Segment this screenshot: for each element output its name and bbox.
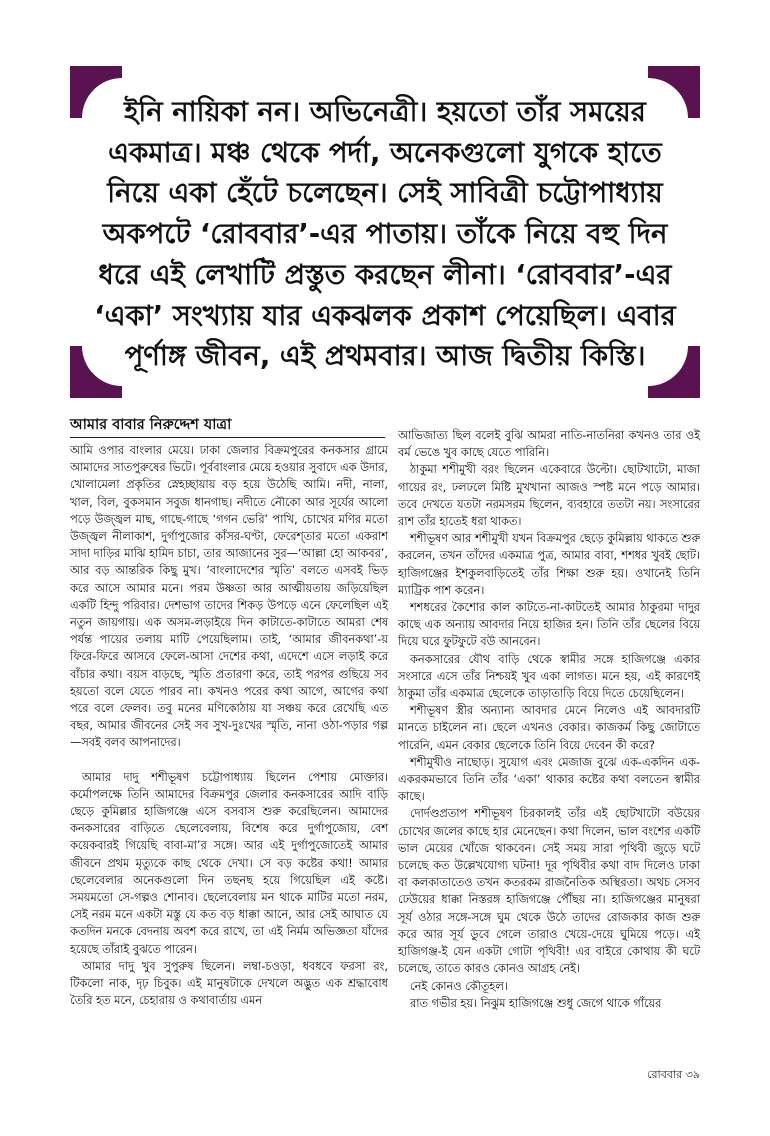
section-heading: আমার বাবার নিরুদ্দেশ যাত্রা [70,417,232,433]
article-column-left [70,442,388,1010]
pull-quote-text: ইনি নায়িকা নন। অভিনেত্রী। হয়তো তাঁর সময়ের একমাত্র। মঞ্চ থেকে পর্দা, অনেকগুলো যুগকে হাতে নিয়ে একা হেঁটে চলেছেন। সেই সাবিত্রী চট্টোপাধ্যায় অকপটে ‘রোববার’-এর পাতায়। তাঁকে নিয়ে বহু দিন ধরে এই লেখাটি প্রস্তুত করছেন লীনা। ‘রোববার’-এর ‘একা’ সংখ্যায় যার একঝলক প্রকাশ পেয়েছিল। এবার পূর্ণাঙ্গ জীবন, এই প্রথমবার। আজ দ্বিতীয় কিস্তি। [94,96,676,373]
paragraph: ঠাকুমা শশীমুখী বরং ছিলেন একেবারে উল্টো। ছোটখাটো, মাজা গায়ের রং, ঢলঢলে মিষ্টি মুখখানা আজও স্পষ্ট মনে পড়ে আমার। তবে দেখতে যতটা নরমসরম ছিলেন, ব্যবহারে ততটা নয়। সংসারের রাশ তাঁর হাতেই ধরা থাকত। [398,463,700,529]
paragraph: শশধরের কৈশোর কাল কাটতে-না-কাটতেই আমার ঠাকুরমা দাদুর কাছে এক অন্যায় আবদার নিয়ে হাজির হন। তিনি তাঁর ছেলের বিয়ে দিয়ে ঘরে ফুটফুটে বউ আনবেন। [398,601,700,649]
paragraph: আভিজাত্য ছিল বলেই বুঝি আমরা নাতি-নাতনিরা কখনও তার ওই বর্ম ভেঙে খুব কাছে যেতে পারিনি। [398,429,700,460]
paragraph: আমার দাদু শশীভূষণ চট্টোপাধ্যায় ছিলেন পেশায় মোক্তার। কর্মোপলক্ষে তিনি আমাদের বিক্রমপুর জেলার কনকসারের আদি বাড়ি ছেড়ে কুমিল্লার হাজিগঞ্জে এসে বসবাস শুরু করেছিলেন। আমাদের কনকসারের বাড়িতে ছেলেবেলায়, বিশেষ করে দুর্গাপুজোয়, বেশ কয়েকবারই গিয়েছি বাবা-মা’র সঙ্গে। আর এই দুর্গাপুজোতেই আমার জীবনে প্রথম মৃত্যুকে কাছ থেকে দেখা। সে বড় কষ্টের কথা! আমার ছেলেবেলার অনেকগুলো দিন তছনছ হয়ে গিয়েছিল এই কষ্টে। সময়মতো সে-গল্পও শোনাব। ছেলেবেলায় মন থাকে মাটির মতো নরম, সেই নরম মনে একটা মস্তু যে কত বড় ধাক্কা আনে, আর সেই আঘাত যে কতদিন মনকে বেদনায় অবশ করে রাখে, তা এই নির্মম অভিজ্ঞতা যাঁদের হয়েছে তাঁরাই বুঝতে পারেন। [70,770,388,956]
heading-rule [70,437,385,438]
paragraph: রাত গভীর হয়। নিঝুম হাজিগঞ্জে শুধু জেগে থাকে গাঁয়ের [410,996,662,1010]
paragraph: আমি ওপার বাংলার মেয়ে। ঢাকা জেলার বিক্রমপুরের কনকসার গ্রামে আমাদের সাতপুরুষের ভিটে। পূর্ববাংলার মেয়ে হওয়ার সুবাদে এক উদার, খোলামেলা প্রকৃতির স্নেহচ্ছায়ায় বড় হয়ে উঠেছি আমি। নদী, নালা, খাল, বিল, বুকসমান সবুজ ধানগাছ। নদীতে নৌকো আর সূর্যের আলো পড়ে উজ্জ্বল মাছ, গাছে-গাছে ‘গগন ভেরি’ পাখি, চোখের মণির মতো উজ্জ্বল নীলাকাশ, দুর্গাপুজোর কাঁসর-ঘণ্টা, ফেরেশ্‌তার মতো একরাশ সাদা দাড়ির মাঝি হামিদ চাচা, তার আজানের সুর—‘আল্লা হো আকবর’, আর বড় আন্তরিক কিছু মুখ। ‘বাংলাদেশের স্মৃতি’ বলতে এসবই ভিড় করে আসে আমার মনে। পরম উষ্ণতা আর আত্মীয়তায় জড়িয়েছিল একটি হিন্দু পরিবার। দেশভাগ তাদের শিকড় উপড়ে এনে ফেলেছিল এই নতুন জায়গায়। এক অসম-লড়াইয়ে দিন কাটাতে-কাটাতে আমরা শেষ পর্যন্ত পায়ের তলায় মাটি পেয়েছিলাম। তাই, ‘আমার জীবনকথা’-য় ফিরে-ফিরে আসবে ফেলে-আসা দেশের কথা, এদেশে এসে লড়াই করে বাঁচার কথা। বয়স বাড়ছে, স্মৃতি প্রতারণা করে, তাই পরপর গুছিয়ে সব হয়তো বলে যেতে পারব না। কখনও পরের কথা আগে, আগের কথা পরে বলে ফেলব। তবু মনের মণিকোঠায় যা সঞ্চয় করে রেখেছি এত বছর, আমার জীবনের সেই সব সুখ-দুঃখের স্মৃতি, নানা ওঠা-পড়ার গল্প—সবই বলব আপনাদের। [70,444,388,750]
paragraph: নেই কোনও কৌতূহল। [410,979,508,993]
page-footer-folio: রোববার ৩৯ [647,1068,700,1081]
paragraph: শশীভূষণ স্ত্রীর অন্যান্য আবদার মেনে নিলেও এই আবদারটি মানতে চাইলেন না। ছেলে এখনও বেকার। কাজকর্ম কিছু জোটাতে পারেনি, এমন বেকার ছেলেকে তিনি বিয়ে দেবেন কী করে? [398,704,700,752]
paragraph: কনকসারের যৌথ বাড়ি থেকে স্বামীর সঙ্গে হাজিগঞ্জে একার সংসারে এসে তাঁর নিশ্চয়ই খুব একা লাগত। মনে হয়, এই কারণেই ঠাকুমা তাঁর একমাত্র ছেলেকে তাড়াতাড়ি বিয়ে দিতে চেয়েছিলেন। [398,652,700,701]
paragraph: দোর্দণ্ডপ্রতাপ শশীভূষণ চিরকালই তাঁর এই ছোটখাটো বউয়ের চোখের জলের কাছে হার মেনেছেন। কথা দিলেন, ভাল বংশের একটি ভাল মেয়ের খোঁজে থাকবেন। সেই সময় সারা পৃথিবী জুড়ে ঘটে চলেছে কত উল্লেখযোগ্য ঘটনা! দূর পৃথিবীর কথা বাদ দিলেও ঢাকা বা কলকাতাতেও তখন কতরকম রাজনৈতিক অস্থিরতা। অথচ সেসব ঢেউয়ের ধাক্কা নিস্তরঙ্গ হাজিগঞ্জে পৌঁছয় না। হাজিগঞ্জের মানুষরা সূর্য ওঠার সঙ্গে-সঙ্গে ঘুম থেকে উঠে তাদের রোজকার কাজ শুরু করে আর সূর্য ডুবে গেলে তারাও খেয়ে-দেয়ে ঘুমিয়ে পড়ে। এই হাজিগঞ্জ-ই যেন একটা গোটা পৃথিবী! এর বাইরে কোথায় কী ঘটে চলেছে, তাতে কারও কোনও আগ্রহ নেই। [398,807,700,976]
paragraph: আমার দাদু খুব সুপুরুষ ছিলেন। লম্বা-চওড়া, ধবধবে ফরসা রং, টিকলো নাক, দৃঢ় চিবুক। এই মানুষটাকে দেখলে অদ্ভুত এক শ্রদ্ধাবোধ তৈরি হত মনে, চেহারায় ও কথাবার্তায় এমন [70,959,388,1008]
paragraph: শশীভূষণ আর শশীমুখী যখন বিক্রমপুর ছেড়ে কুমিল্লায় থাকতে শুরু করলেন, তখন তাঁদের একমাত্র পুত্র, আমার বাবা, শশধর খুবই ছোট। হাজিগঞ্জের ইশকুলবাড়িতেই তাঁর শিক্ষা শুরু হয়। ওখানেই তিনি ম্যাট্রিক পাশ করেন। [398,532,700,597]
paragraph: শশীমুখীও নাছোড়। সুযোগ এবং মেজাজ বুঝে এক-একদিন এক-একরকমভাবে তিনি তাঁর ‘একা’ থাকার কষ্টের কথা বলতেন স্বামীর কাছে। [398,755,700,804]
article-column-right [398,427,700,1012]
